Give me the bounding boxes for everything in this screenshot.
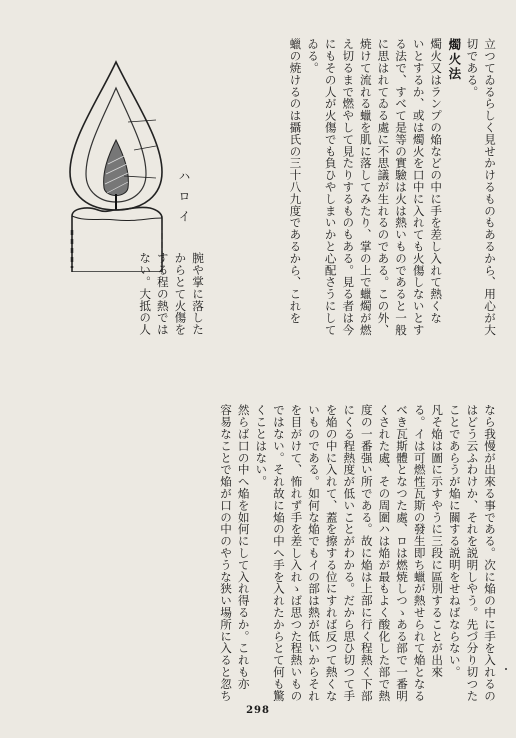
print-speck [505,668,507,670]
text-line: 燭火又はランプの焔などの中に手を差し入れて熱くな [429,38,444,324]
text-line: を目がけて、怖れず手を差し入れゝば思つた程熱いもの [289,404,304,702]
text-line: いものである。如何な焔でもイの部は熱が低いからそれ [307,404,322,702]
text-line: 蠟の焼けるのは攝氏の三十八九度であるから、これを [288,38,303,324]
text-line: くことはない。 [254,404,269,488]
inset-text-block [136,252,206,375]
text-line: え切るまで燃やして見たりするものもある。見る者は今 [341,38,356,336]
text-line: なら我慢が出來る事である。次に焔の中に手を入れるの [483,404,497,702]
text-line: ゐる。 [306,38,321,74]
candle-flame-icon [58,60,178,272]
text-line: べき瓦斯體となつた處、ロは燃焼しつゝある部で一番明 [395,404,410,702]
text-line: する程の熱では [155,252,170,336]
text-line: ことであらうが焔に關する説明をせねばならない。 [447,404,462,678]
text-line: ではない。それ故に焔の中へ手を入れたからとて何も驚 [271,404,286,702]
text-line: くされた處、その周圍ハは焔が最もよく酸化した部で熱 [377,404,392,702]
text-line: 容易なことで焔が口の中のやうな狭い場所に入ると忽ち [219,404,234,702]
upper-text-block [286,38,498,336]
text-line: にもその人が火傷でも負ひやしまいかと心配さうにして [323,38,338,336]
flame-part-labels: ハロイ [177,170,191,230]
candle-flame-illustration [58,60,191,276]
text-line: いとするか、或は燭火を口中に入れても火傷しないとす [411,38,426,336]
text-line: 凡そ焔は圖に示すやうに三段に區別することが出來 [430,404,445,678]
page-number: 298 [246,705,270,716]
text-line: を焔の中に入れて、蓋を擦する位にすれば反つて熱くな [324,404,339,702]
text-line: にくる程熱度が低いことがわかる。だから思ひ切つて手 [342,404,357,702]
text-line: 然らば口の中へ焔を如何にして入れ得るか。これも亦 [236,404,251,690]
text-line: ない。大抵の人 [138,252,153,336]
text-line: からとて火傷を [173,252,188,336]
text-line: 腕や掌に落した [191,252,205,336]
text-line: 度の一番强い所である。故に焔は上部に行く程熱く下部 [359,404,374,702]
section-heading: 燭火法 [446,38,462,82]
lower-text-block [217,404,499,702]
text-line: 立つてゐるらしく見せかけるものもあるから、用心が大 [483,38,497,336]
text-line: に思はれてゐる處に不思議が生れるのである。この外、 [376,38,391,336]
text-line: る法で、すべて是等の實驗は火は熱いものであると一般 [394,38,409,336]
text-line: 焼けて流れる蠟を肌に落してみたり、掌の上で蠟燭が燃 [358,38,373,336]
text-line: る。イは可燃性瓦斯の發生即ち蠟が熱せられて焔となる [412,404,427,702]
text-line: 切である。 [465,38,480,98]
text-line: はどう云ふわけか、それを説明しやう。先づ分り切つた [465,404,480,702]
